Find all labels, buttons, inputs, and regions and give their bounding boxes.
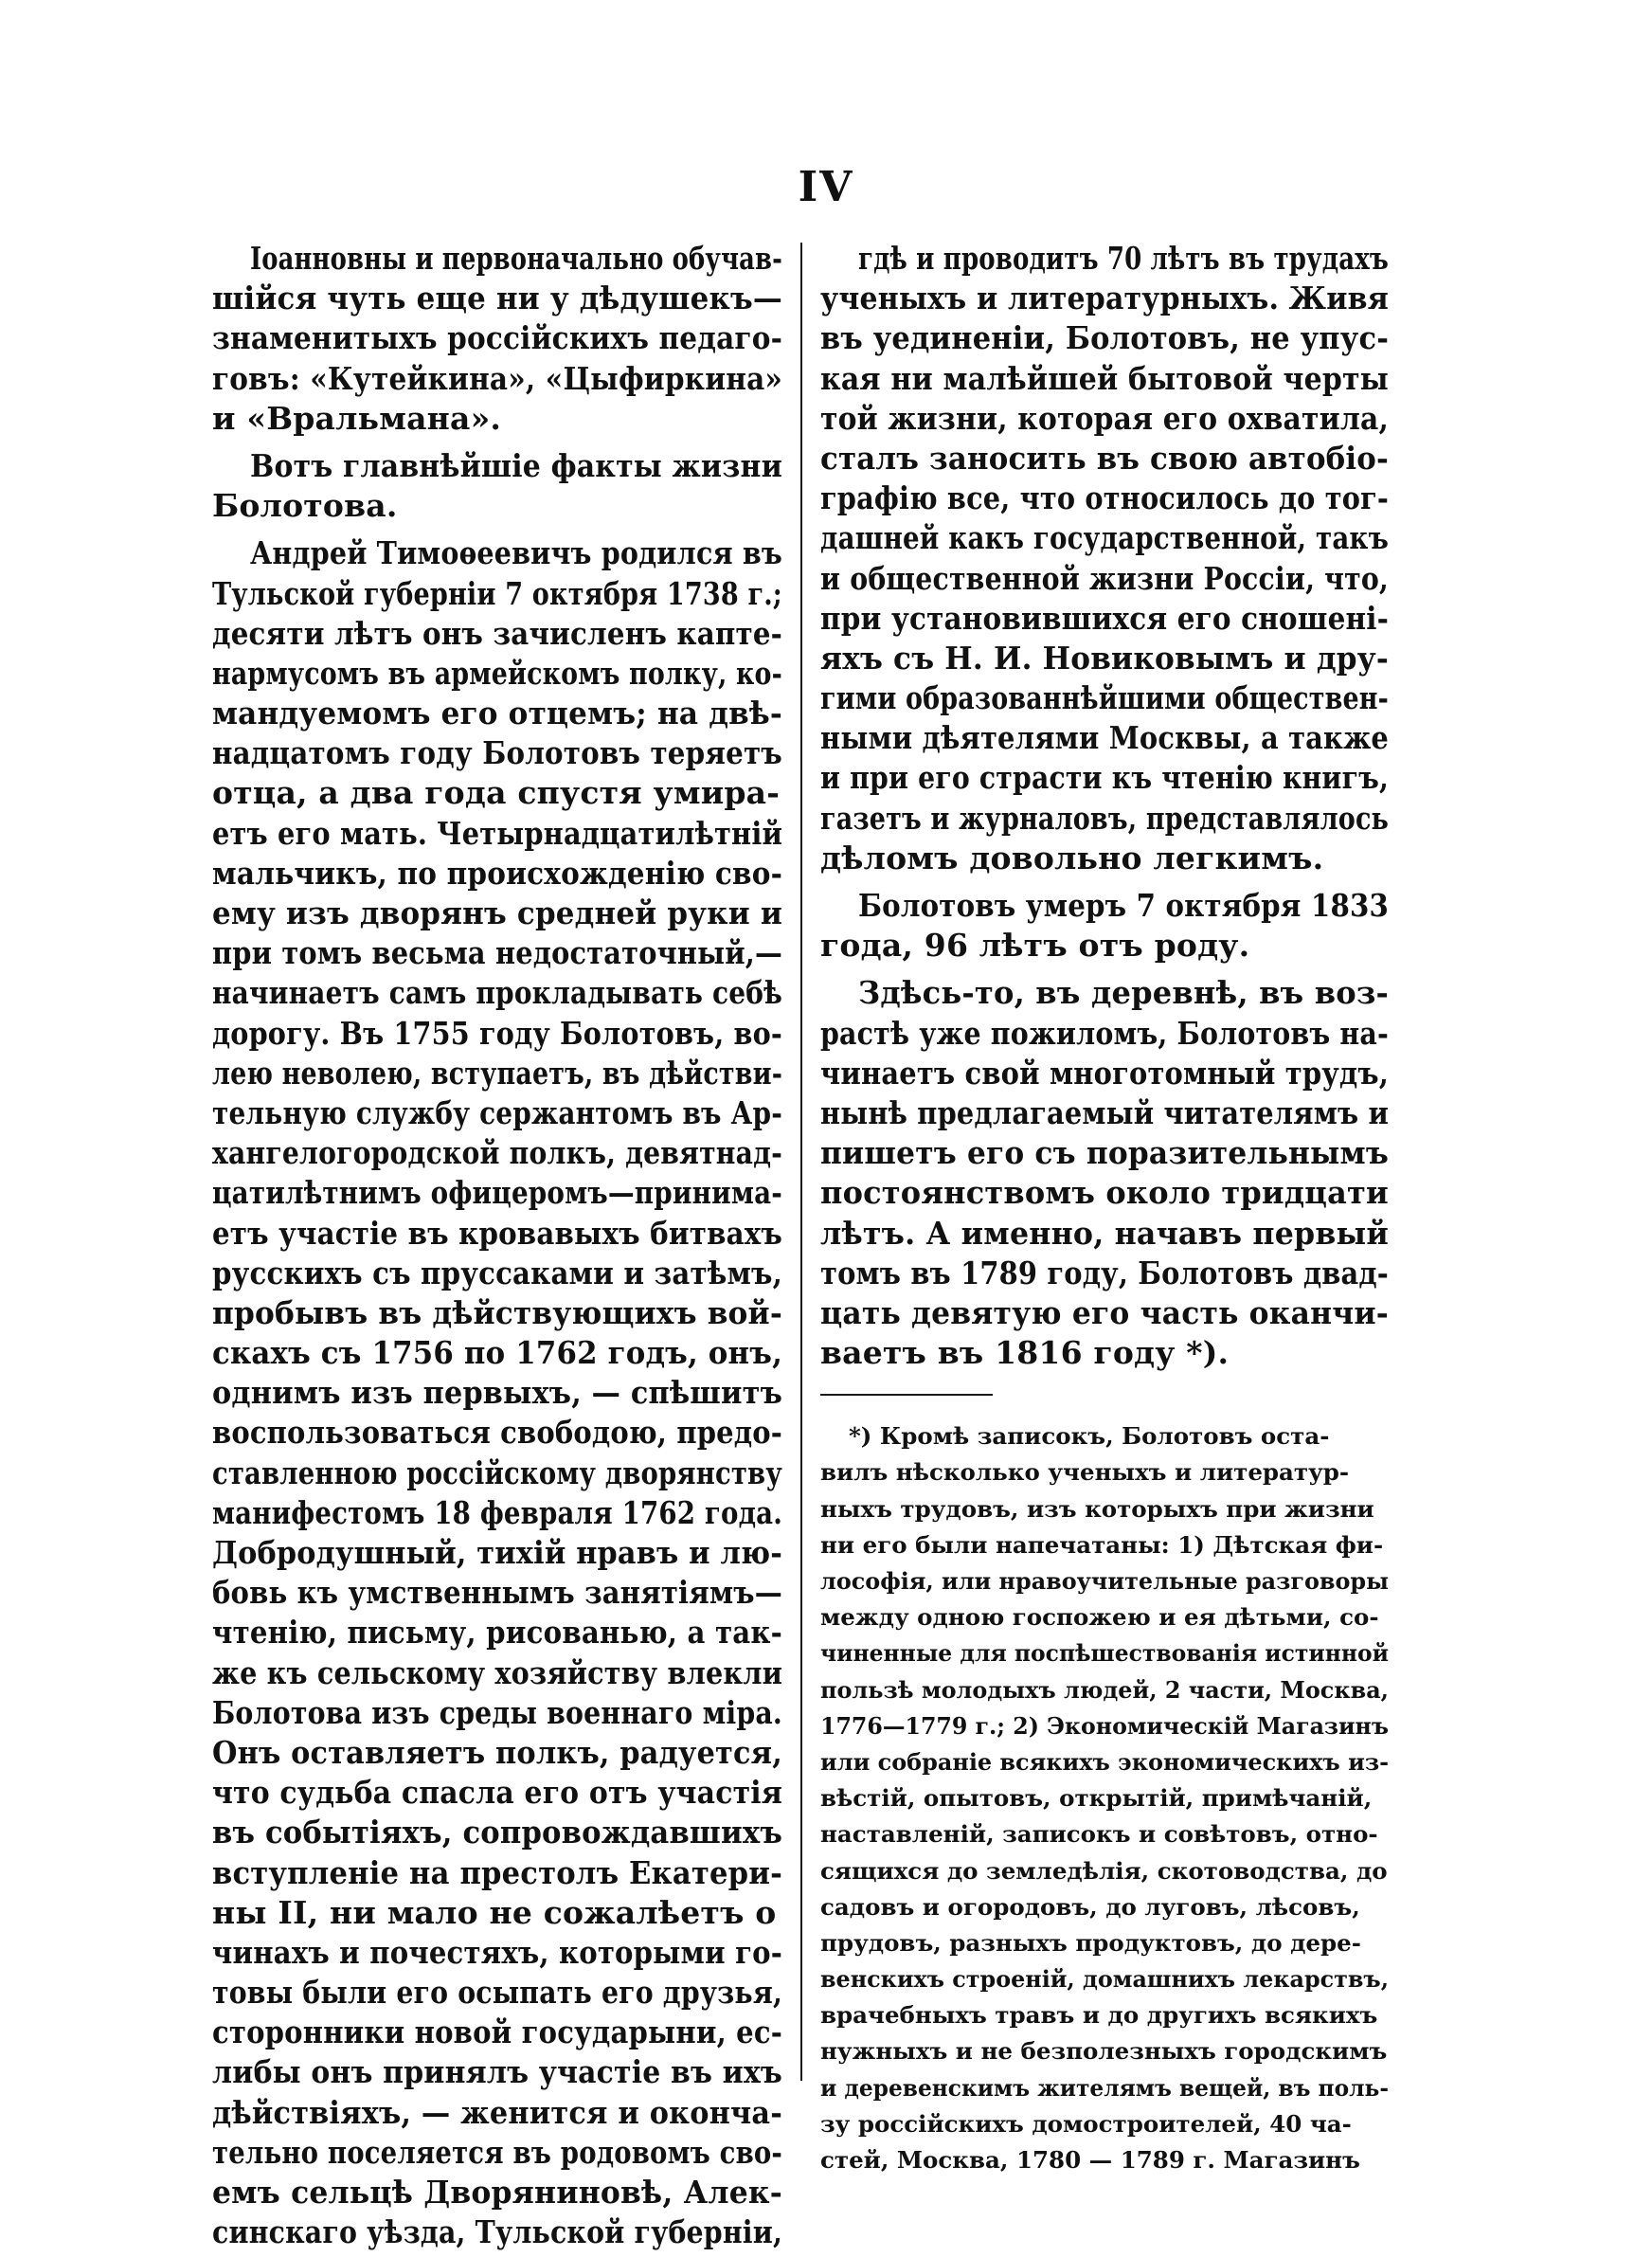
text-line: ными дѣятелями Москвы, а также <box>820 719 1389 757</box>
text-line: яхъ съ Н. И. Новиковымъ и дру- <box>820 639 1389 677</box>
text-line: ваетъ въ 1816 году *). <box>820 1334 1230 1372</box>
text-line: ны II, ни мало не сожалѣетъ о <box>212 1893 777 1931</box>
text-line: нынѣ предлагаемый читателямъ и <box>820 1093 1390 1131</box>
paragraph-gap <box>820 878 1389 886</box>
footnote-line: пользѣ молодыхъ людей, 2 части, Москва, <box>820 1675 1390 1704</box>
text-line: вступленіе на престолъ Екатери- <box>212 1853 782 1891</box>
footnote-line: или собраніе всякихъ экономическихъ из- <box>820 1747 1390 1776</box>
footnote <box>820 1418 1389 2178</box>
text-line: манифестомъ 18 февраля 1762 года. <box>212 1493 783 1531</box>
text-line: дашней какъ государственной, такъ <box>820 519 1389 557</box>
text-line: гдѣ и проводитъ 70 лѣтъ въ трудахъ <box>858 240 1389 277</box>
text-line: Добродушный, тихій нравъ и лю- <box>212 1534 783 1571</box>
text-line: лѣтъ. А именно, начавъ первый <box>820 1214 1390 1252</box>
text-line: цатилѣтнимъ офицеромъ—принима- <box>212 1174 782 1212</box>
text-line: говъ: «Кутейкина», «Цыфиркина» <box>212 359 783 397</box>
text-line: Іоанновны и первоначально обучав- <box>250 240 783 277</box>
text-line: томъ въ 1789 году, Болотовъ двад- <box>820 1254 1389 1291</box>
text-line: синскаго уѣзда, Тульской губерніи, <box>212 2213 783 2251</box>
footnote-line: *) Кромѣ записокъ, Болотовъ оста- <box>849 1422 1330 1451</box>
column-divider <box>800 243 802 2081</box>
text-line: десяти лѣтъ онъ зачисленъ капте- <box>212 614 783 652</box>
text-line: Здѣсь-то, въ деревнѣ, въ воз- <box>858 974 1390 1012</box>
text-line: хангелогородской полкъ, девятнад- <box>212 1134 783 1172</box>
footnote-line: сящихся до земледѣлія, скотоводства, до <box>820 1856 1388 1885</box>
footnote-line: стей, Москва, 1780 — 1789 г. Магазинъ <box>820 2146 1360 2174</box>
text-line: либы онъ принялъ участіе въ ихъ <box>212 2053 783 2091</box>
footnote-line: лософія, или нравоучительные разговоры <box>820 1567 1389 1595</box>
footnote-line: между одною госпожею и ея дѣтьми, со- <box>820 1603 1379 1632</box>
paragraph-gap <box>212 526 782 533</box>
text-line: надцатомъ году Болотовъ теряетъ <box>212 734 782 772</box>
text-line: графію все, что относилось до тог- <box>820 479 1389 517</box>
text-line: же къ сельскому хозяйству влекли <box>212 1653 783 1691</box>
text-line: знаменитыхъ россійскихъ педаго- <box>212 319 783 357</box>
text-line: тельно поселяется въ родовомъ сво- <box>212 2133 783 2171</box>
text-line: етъ его мать. Четырнадцатилѣтній <box>212 814 783 852</box>
text-line: сталъ заносить въ свою автобіо- <box>820 439 1390 477</box>
text-line: пишетъ его съ поразительнымъ <box>820 1134 1389 1172</box>
text-line: етъ участіе въ кровавыхъ битвахъ <box>212 1214 783 1252</box>
footnote-line: врачебныхъ травъ и до другихъ всякихъ <box>820 2001 1378 2030</box>
footnote-line: чиненные для поспѣшествованія истинной <box>820 1639 1389 1668</box>
text-line: мальчикъ, по происхожденію сво- <box>212 854 783 892</box>
text-line: сторонники новой государыни, ес- <box>212 2013 782 2051</box>
footnote-line: наставленій, записокъ и совѣтовъ, отно- <box>820 1820 1378 1849</box>
text-line: скахъ съ 1756 по 1762 годъ, онъ, <box>212 1334 783 1372</box>
footnote-line: вилъ нѣсколько ученыхъ и литератур- <box>820 1458 1350 1487</box>
paragraph-gap <box>212 439 782 446</box>
text-line: растѣ уже пожиломъ, Болотовъ на- <box>820 1014 1390 1052</box>
paragraph-gap <box>820 966 1389 973</box>
text-line: отца, а два года спустя умира- <box>212 774 781 812</box>
text-line: Болотовъ умеръ 7 октября 1833 <box>858 887 1390 924</box>
footnote-line: вѣстій, опытовъ, открытій, примѣчаній, <box>820 1784 1373 1813</box>
text-line: кая ни малѣйшей бытовой черты <box>820 359 1389 397</box>
text-line: дѣйствіяхъ, — женится и оконча- <box>212 2093 783 2131</box>
text-line: русскихъ съ пруссаками и затѣмъ, <box>212 1254 783 1291</box>
footnote-line: венскихъ строеній, домашнихъ лекарствъ, <box>820 1965 1390 1994</box>
footnote-line: ни его были напечатаны: 1) Дѣтская фи- <box>820 1530 1384 1559</box>
text-line: чинаетъ свой многотомный трудъ, <box>820 1054 1389 1092</box>
right-column-body <box>820 239 1389 1373</box>
footnote-line: ныхъ трудовъ, изъ которыхъ при жизни <box>820 1494 1374 1523</box>
text-line: той жизни, которая его охватила, <box>820 399 1389 437</box>
text-line: пробывъ въ дѣйствующихъ вой- <box>212 1293 782 1331</box>
text-line: мандуемомъ его отцемъ; на двѣ- <box>212 695 782 732</box>
text-line: цать девятую его часть оканчи- <box>820 1293 1389 1331</box>
text-line: ему изъ дворянъ средней руки и <box>212 894 782 931</box>
text-line: лею неволею, вступаетъ, въ дѣйстви- <box>212 1054 783 1092</box>
footnote-line: зу россійскихъ домостроителей, 40 ча- <box>820 2109 1352 2138</box>
page-number: IV <box>798 163 854 211</box>
text-line: постоянствомъ около тридцати <box>820 1174 1389 1212</box>
text-line: въ событіяхъ, сопровождавшихъ <box>212 1814 782 1851</box>
footnote-line: прудовъ, разныхъ продуктовъ, до дере- <box>820 1928 1361 1957</box>
left-column <box>212 239 782 2252</box>
text-line: дѣломъ довольно легкимъ. <box>820 839 1324 876</box>
text-line: гими образованнѣйшими обществен- <box>820 679 1389 717</box>
text-line: Онъ оставляетъ полкъ, радуется, <box>212 1733 783 1771</box>
text-line: что судьба спасла его отъ участія <box>212 1774 783 1812</box>
text-line: въ уединеніи, Болотовъ, не упус- <box>820 319 1390 357</box>
text-line: и общественной жизни Россіи, что, <box>820 559 1389 597</box>
text-line: Болотова. <box>212 487 398 525</box>
text-line: Андрей Тимоѳеевичъ родился въ <box>250 534 782 572</box>
text-line: шійся чуть еще ни у дѣдушекъ— <box>212 280 783 317</box>
text-line: и при его страсти къ чтенію книгъ, <box>820 759 1389 797</box>
text-line: ставленною россійскому дворянству <box>212 1454 783 1491</box>
footnote-rule <box>820 1394 993 1396</box>
text-line: емъ сельцѣ Дворяниновѣ, Алек- <box>212 2174 782 2211</box>
text-line: тельную службу сержантомъ въ Ар- <box>212 1093 782 1131</box>
text-line: однимъ изъ первыхъ, — спѣшитъ <box>212 1374 783 1412</box>
text-line: чинахъ и почестяхъ, которыми го- <box>212 1933 783 1971</box>
right-column <box>820 239 1389 2178</box>
footnote-line: садовъ и огородовъ, до луговъ, лѣсовъ, <box>820 1892 1360 1921</box>
text-line: и «Вральмана». <box>212 399 502 437</box>
text-line: дорогу. Въ 1755 году Болотовъ, во- <box>212 1014 782 1052</box>
text-line: товы были его осыпать его друзья, <box>212 1974 782 2012</box>
text-line: при томъ весьма недостаточный,— <box>212 934 782 972</box>
text-line: нармусомъ въ армейскомъ полку, ко- <box>212 654 782 692</box>
text-line: при установившихся его сношені- <box>820 599 1389 637</box>
text-line: года, 96 лѣтъ отъ роду. <box>820 927 1250 965</box>
footnote-line: и деревенскимъ жителямъ вещей, въ поль- <box>820 2073 1389 2102</box>
text-line: газетъ и журналовъ, представлялось <box>820 799 1390 837</box>
text-line: воспользоваться свободою, предо- <box>212 1414 783 1452</box>
text-line: бовь къ умственнымъ занятіямъ— <box>212 1574 782 1612</box>
text-line: Болотова изъ среды военнаго міра. <box>212 1693 782 1731</box>
text-line: ученыхъ и литературныхъ. Живя <box>820 280 1389 317</box>
text-line: начинаетъ самъ прокладывать себѣ <box>212 974 782 1012</box>
text-line: чтенію, письму, рисованью, а так- <box>212 1614 783 1652</box>
text-line: Вотъ главнѣйшіе факты жизни <box>250 446 782 484</box>
footnote-line: 1776—1779 г.; 2) Экономическій Магазинъ <box>820 1711 1389 1740</box>
footnote-line: нужныхъ и не безполезныхъ городскимъ <box>820 2037 1388 2066</box>
text-line: Тульской губерніи 7 октября 1738 г.; <box>212 574 782 612</box>
